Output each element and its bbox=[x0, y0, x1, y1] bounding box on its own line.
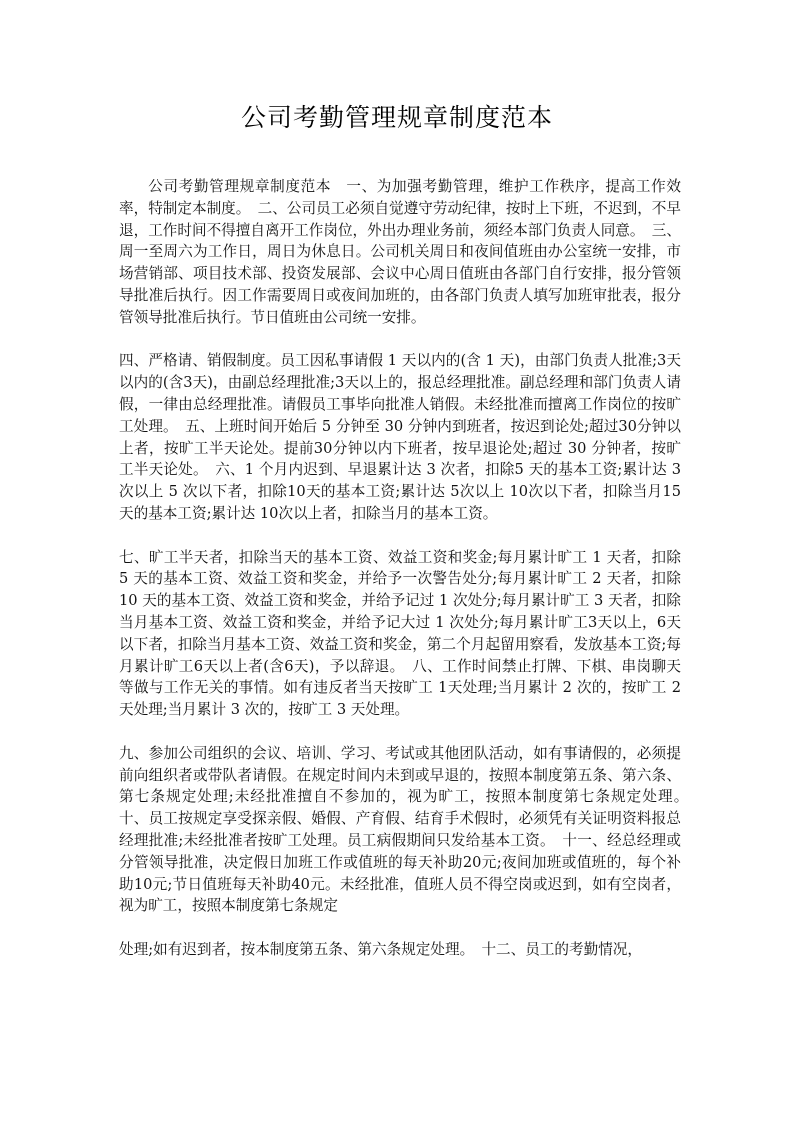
paragraph: 七、旷工半天者，扣除当天的基本工资、效益工资和奖金;每月累计旷工 1 天者，扣除 5 天的基本工资、效益工资和奖金，并给予一次警告处分;每月累计旷工 2 天者，扣除 10 天的基本工资、效益工资和奖金，并给予记过 1 次处分;每月累计旷工 3 天者，扣除当月基本工资、效益工资和奖金，并给予记大过 1 次处分;每月累计旷工3天以上，6天以下者，扣除当月基本工资、效益工资和奖金，第二个月起留用察看，发放基本工资;每月累计旷工6天以上者(含6天)，予以辞退。 八、工作时间禁止打牌、下棋、串岗聊天等做与工作无关的事情。如有违反者当天按旷工 1天处理;当月累计 2 次的，按旷工 2 天处理;当月累计 3 次的，按旷工 3 天处理。 bbox=[119, 548, 681, 719]
paragraph: 公司考勤管理规章制度范本 一、为加强考勤管理，维护工作秩序，提高工作效率，特制定本制度。 二、公司员工必须自觉遵守劳动纪律，按时上下班，不迟到，不早退，工作时间不得擅自离开工作岗位，外出办理业务前，须经本部门负责人同意。 三、周一至周六为工作日，周日为休息日。公司机关周日和夜间值班由办公室统一安排，市场营销部、项目技术部、投资发展部、会议中心周日值班由各部门自行安排，报分管领导批准后执行。因工作需要周日或夜间加班的，由各部门负责人填写加班审批表，报分管领导批准后执行。节日值班由公司统一安排。 bbox=[119, 178, 681, 326]
paragraph: 四、严格请、销假制度。员工因私事请假 1 天以内的(含 1 天)，由部门负责人批准;3天以内的(含3天)，由副总经理批准;3天以上的，报总经理批准。副总经理和部门负责人请假，一律由总经理批准。请假员工事毕向批准人销假。未经批准而擅离工作岗位的按旷工处理。 五、上班时间开始后 5 分钟至 30 分钟内到班者，按迟到论处;超过30分钟以上者，按旷工半天论处。提前30分钟以内下班者，按早退论处;超过 30 分钟者，按旷工半天论处。 六、1 个月内迟到、早退累计达 3 次者，扣除5 天的基本工资;累计达 3 次以上 5 次以下者，扣除10天的基本工资;累计达 5次以上 10次以下者，扣除当月15天的基本工资;累计达 10次以上者，扣除当月的基本工资。 bbox=[119, 352, 681, 522]
document-title: 公司考勤管理规章制度范本 bbox=[240, 103, 553, 132]
paragraph: 九、参加公司组织的会议、培训、学习、考试或其他团队活动，如有事请假的，必须提前向组织者或带队者请假。在规定时间内未到或早退的，按照本制度第五条、第六条、第七条规定处理;未经批准擅自不参加的，视为旷工，按照本制度第七条规定处理。 十、员工按规定享受探亲假、婚假、产育假、结育手术假时，必须凭有关证明资料报总经理批准;未经批准者按旷工处理。员工病假期间只发给基本工资。 十一、经总经理或分管领导批准，决定假日加班工作或值班的每天补助20元;夜间加班或值班的，每个补助10元;节日值班每天补助40元。未经批准，值班人员不得空岗或迟到，如有空岗者，视为旷工，按照本制度第七条规定 bbox=[119, 744, 696, 915]
document-body bbox=[119, 176, 696, 982]
paragraph: 处理;如有迟到者，按本制度第五条、第六条规定处理。 十二、员工的考勤情况， bbox=[119, 940, 642, 958]
